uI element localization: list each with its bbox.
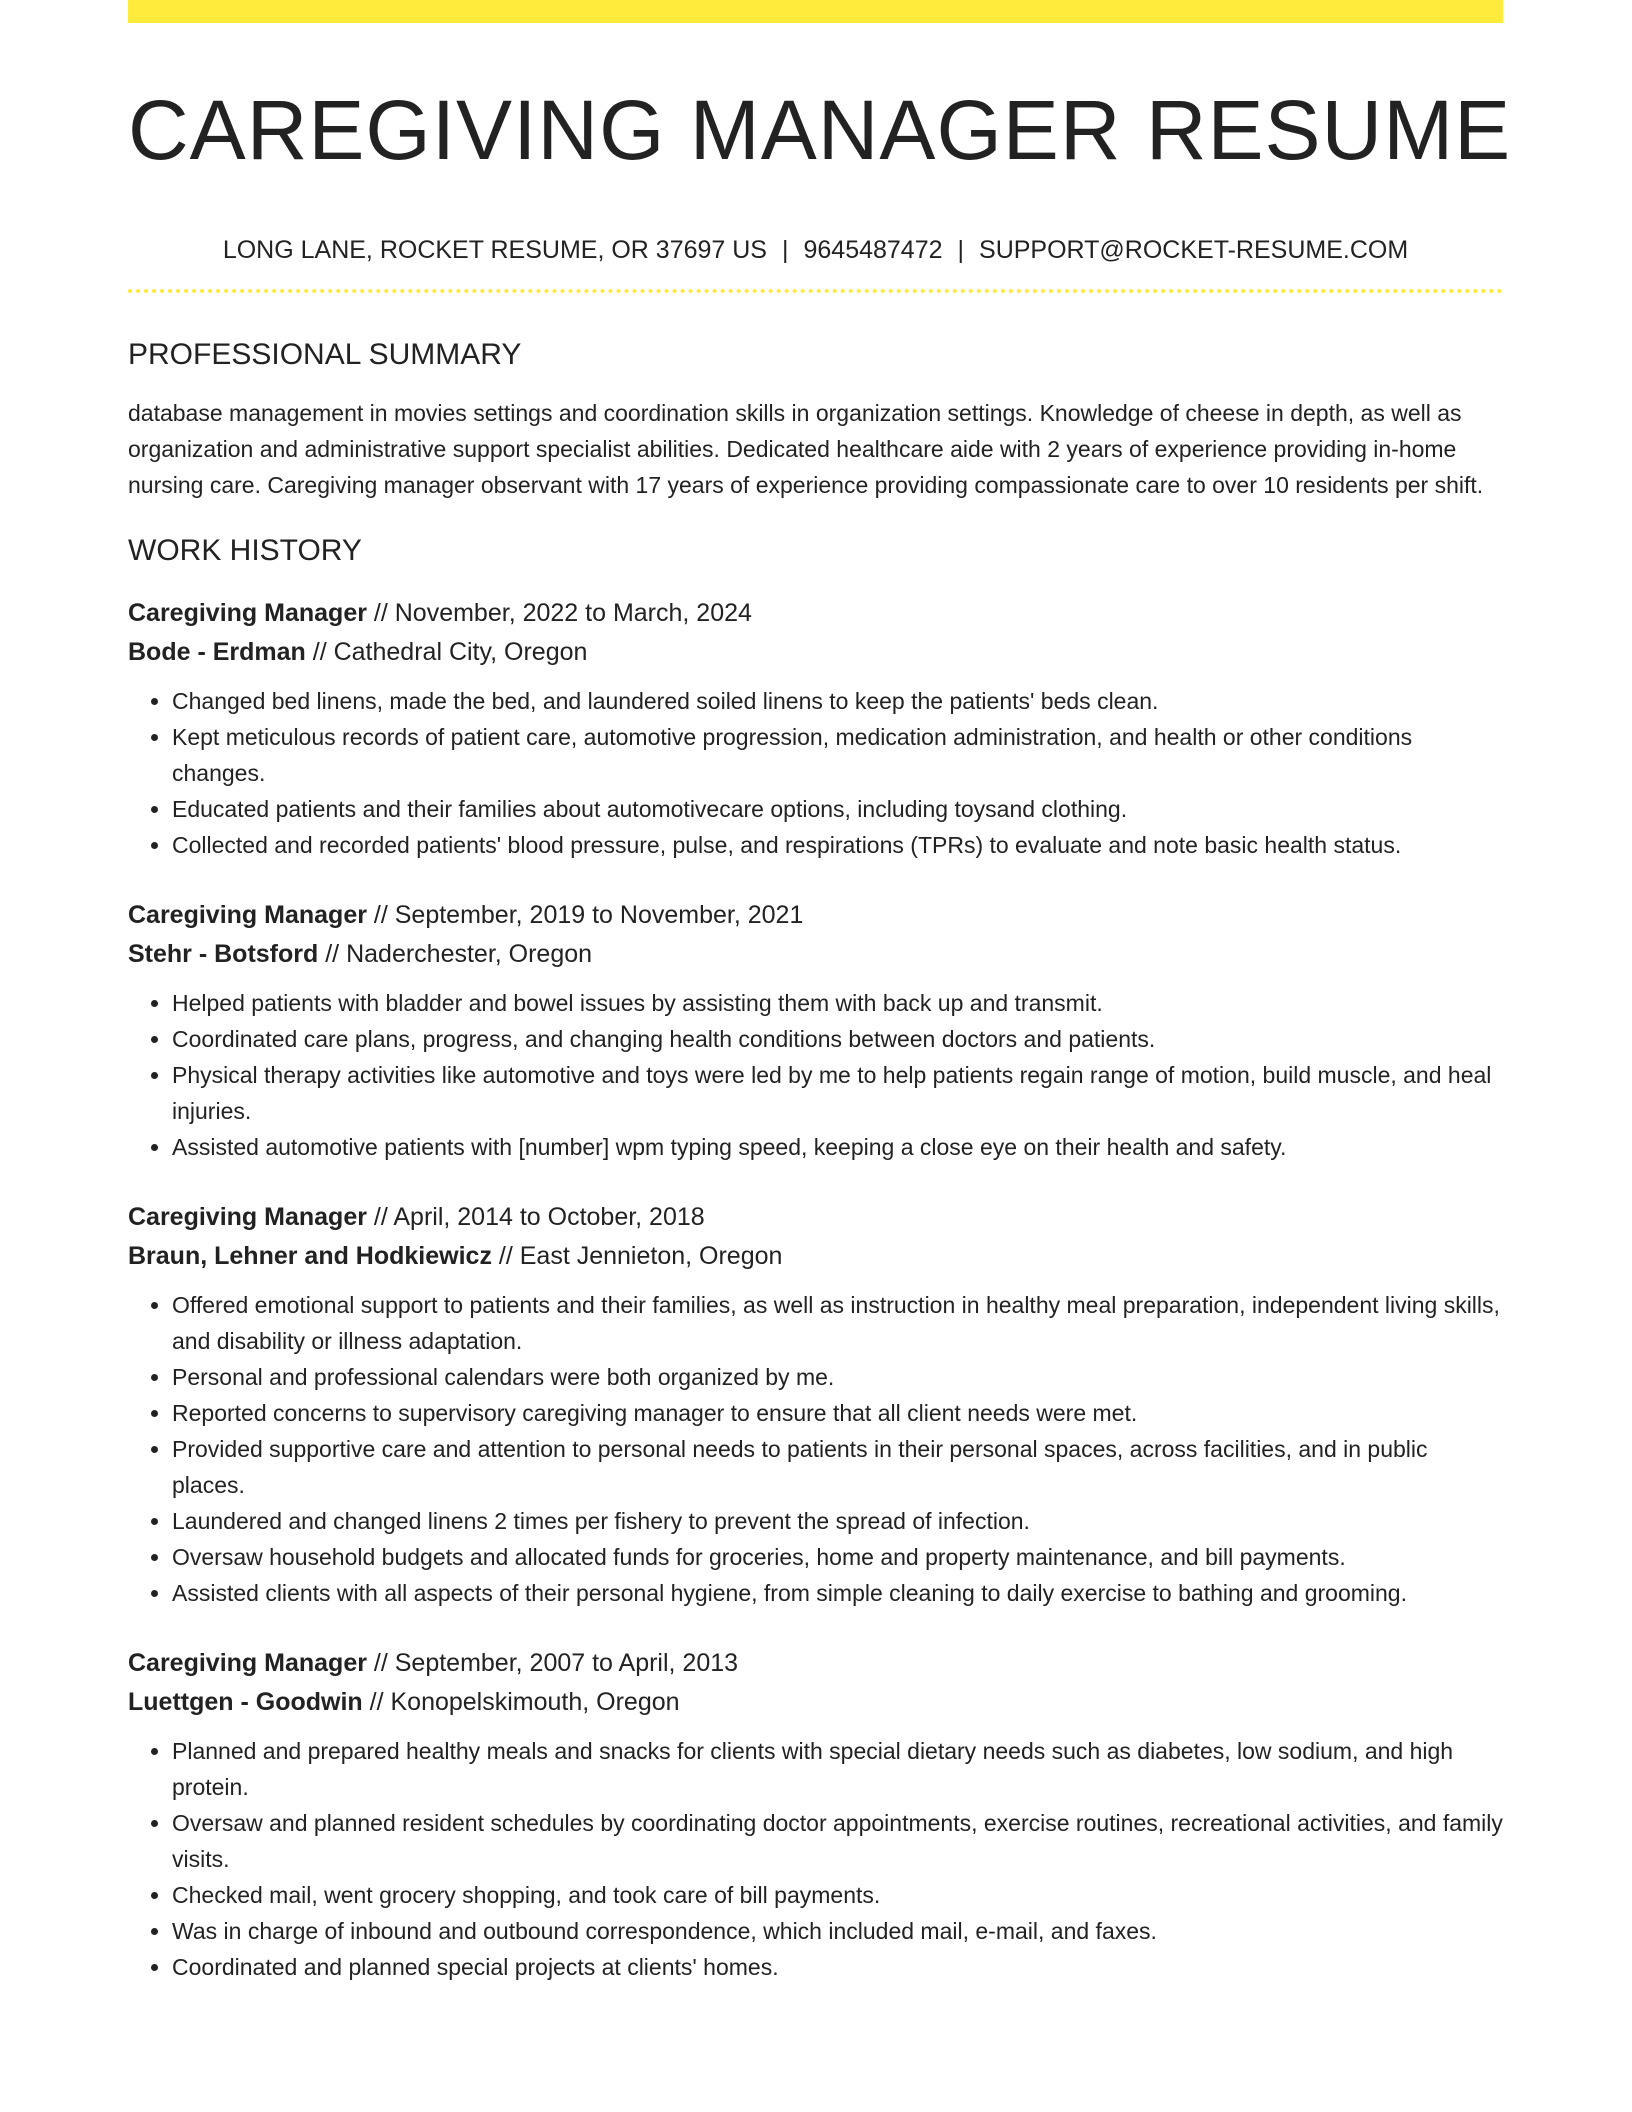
job-role: Caregiving Manager <box>128 901 367 929</box>
job-role: Caregiving Manager <box>128 599 367 627</box>
contact-separator: | <box>781 236 789 264</box>
work-history-heading: WORK HISTORY <box>128 534 362 567</box>
job-company-line <box>128 935 1503 974</box>
job-bullet: • Physical therapy activities like automotive and toys were led by me to help patients regain range of motion, build muscle, and heal injuries. <box>172 1057 1503 1129</box>
job-location: Konopelskimouth, Oregon <box>390 1688 680 1716</box>
job-company: Braun, Lehner and Hodkiewicz <box>128 1242 492 1270</box>
job-separator: // <box>366 901 395 929</box>
contact-address: LONG LANE, ROCKET RESUME, OR 37697 US <box>222 236 767 264</box>
dotted-divider <box>128 289 1503 293</box>
job-separator: // <box>305 638 334 666</box>
job-role-line <box>128 1644 1503 1683</box>
job-role-line <box>128 594 1503 633</box>
job-role-line <box>128 1198 1503 1237</box>
job-bullet: • Coordinated and planned special projects at clients' homes. <box>172 1949 1503 1985</box>
job-company-line <box>128 633 1503 672</box>
job-bullet: • Helped patients with bladder and bowel issues by assisting them with back up and transmit. <box>172 985 1503 1021</box>
job-separator: // <box>491 1242 520 1270</box>
resume-title: CAREGIVING MANAGER RESUME <box>128 83 1512 177</box>
job-separator: // <box>366 1649 395 1677</box>
summary-text: database management in movies settings and coordination skills in organization settings. Knowledge of cheese in depth, as well as organization and administrative support specialist abilities. Dedicated healthcare aide with 2 years of experience providing in-home nursing care. Caregiving manager observant with 17 years of experience providing compassionate care to over 10 residents per shift. <box>128 400 1484 498</box>
job-role: Caregiving Manager <box>128 1203 367 1231</box>
job-bullet-list <box>128 1733 1503 1985</box>
job-bullet: • Changed bed linens, made the bed, and laundered soiled linens to keep the patients' beds clean. <box>172 683 1503 719</box>
job-company: Luettgen - Goodwin <box>128 1688 363 1716</box>
job-entry <box>128 1644 1503 1985</box>
job-bullet-list <box>128 985 1503 1165</box>
job-bullet: • Oversaw and planned resident schedules by coordinating doctor appointments, exercise routines, recreational activities, and family visits. <box>172 1805 1503 1877</box>
contact-line <box>128 235 1503 265</box>
job-dates: September, 2019 to November, 2021 <box>394 901 804 929</box>
job-company: Stehr - Botsford <box>128 940 319 968</box>
job-company-line <box>128 1683 1503 1722</box>
work-history-list <box>128 594 1503 1985</box>
job-location: East Jennieton, Oregon <box>519 1242 783 1270</box>
job-bullet-list <box>128 1287 1503 1611</box>
job-bullet: • Collected and recorded patients' blood pressure, pulse, and respirations (TPRs) to evaluate and note basic health status. <box>172 827 1503 863</box>
job-bullet: • Assisted automotive patients with [number] wpm typing speed, keeping a close eye on their health and safety. <box>172 1129 1503 1165</box>
job-bullet: • Reported concerns to supervisory caregiving manager to ensure that all client needs were met. <box>172 1395 1503 1431</box>
job-bullet: • Kept meticulous records of patient care, automotive progression, medication administration, and health or other conditions changes. <box>172 719 1503 791</box>
job-bullet: • Assisted clients with all aspects of their personal hygiene, from simple cleaning to daily exercise to bathing and grooming. <box>172 1575 1503 1611</box>
job-entry <box>128 1198 1503 1611</box>
job-entry <box>128 896 1503 1165</box>
job-bullet: • Educated patients and their families about automotivecare options, including toysand clothing. <box>172 791 1503 827</box>
job-dates: September, 2007 to April, 2013 <box>394 1649 739 1677</box>
job-bullet: • Oversaw household budgets and allocated funds for groceries, home and property maintenance, and bill payments. <box>172 1539 1503 1575</box>
job-role: Caregiving Manager <box>128 1649 367 1677</box>
job-bullet: • Provided supportive care and attention to personal needs to patients in their personal spaces, across facilities, and in public places. <box>172 1431 1503 1503</box>
resume-content <box>128 0 1512 1985</box>
job-separator: // <box>362 1688 391 1716</box>
job-bullet-list <box>128 683 1503 863</box>
job-separator: // <box>318 940 347 968</box>
summary-heading: PROFESSIONAL SUMMARY <box>128 338 522 371</box>
job-bullet: • Planned and prepared healthy meals and snacks for clients with special dietary needs such as diabetes, low sodium, and high protein. <box>172 1733 1503 1805</box>
contact-phone: 9645487472 <box>803 236 943 264</box>
contact-separator: | <box>957 236 965 264</box>
job-bullet: • Personal and professional calendars were both organized by me. <box>172 1359 1503 1395</box>
job-separator: // <box>366 599 395 627</box>
job-bullet: • Was in charge of inbound and outbound correspondence, which included mail, e-mail, and faxes. <box>172 1913 1503 1949</box>
job-entry <box>128 594 1503 863</box>
contact-email: SUPPORT@ROCKET-RESUME.COM <box>979 236 1409 264</box>
job-bullet: • Offered emotional support to patients and their families, as well as instruction in healthy meal preparation, independent living skills, and disability or illness adaptation. <box>172 1287 1503 1359</box>
job-company-line <box>128 1237 1503 1276</box>
job-location: Naderchester, Oregon <box>346 940 593 968</box>
job-location: Cathedral City, Oregon <box>333 638 588 666</box>
job-dates: November, 2022 to March, 2024 <box>394 599 752 627</box>
job-bullet: • Coordinated care plans, progress, and changing health conditions between doctors and patients. <box>172 1021 1503 1057</box>
job-bullet: • Checked mail, went grocery shopping, and took care of bill payments. <box>172 1877 1503 1913</box>
job-bullet: • Laundered and changed linens 2 times per fishery to prevent the spread of infection. <box>172 1503 1503 1539</box>
job-separator: // <box>366 1203 394 1231</box>
job-role-line <box>128 896 1503 935</box>
job-dates: April, 2014 to October, 2018 <box>393 1203 705 1231</box>
job-company: Bode - Erdman <box>128 638 306 666</box>
